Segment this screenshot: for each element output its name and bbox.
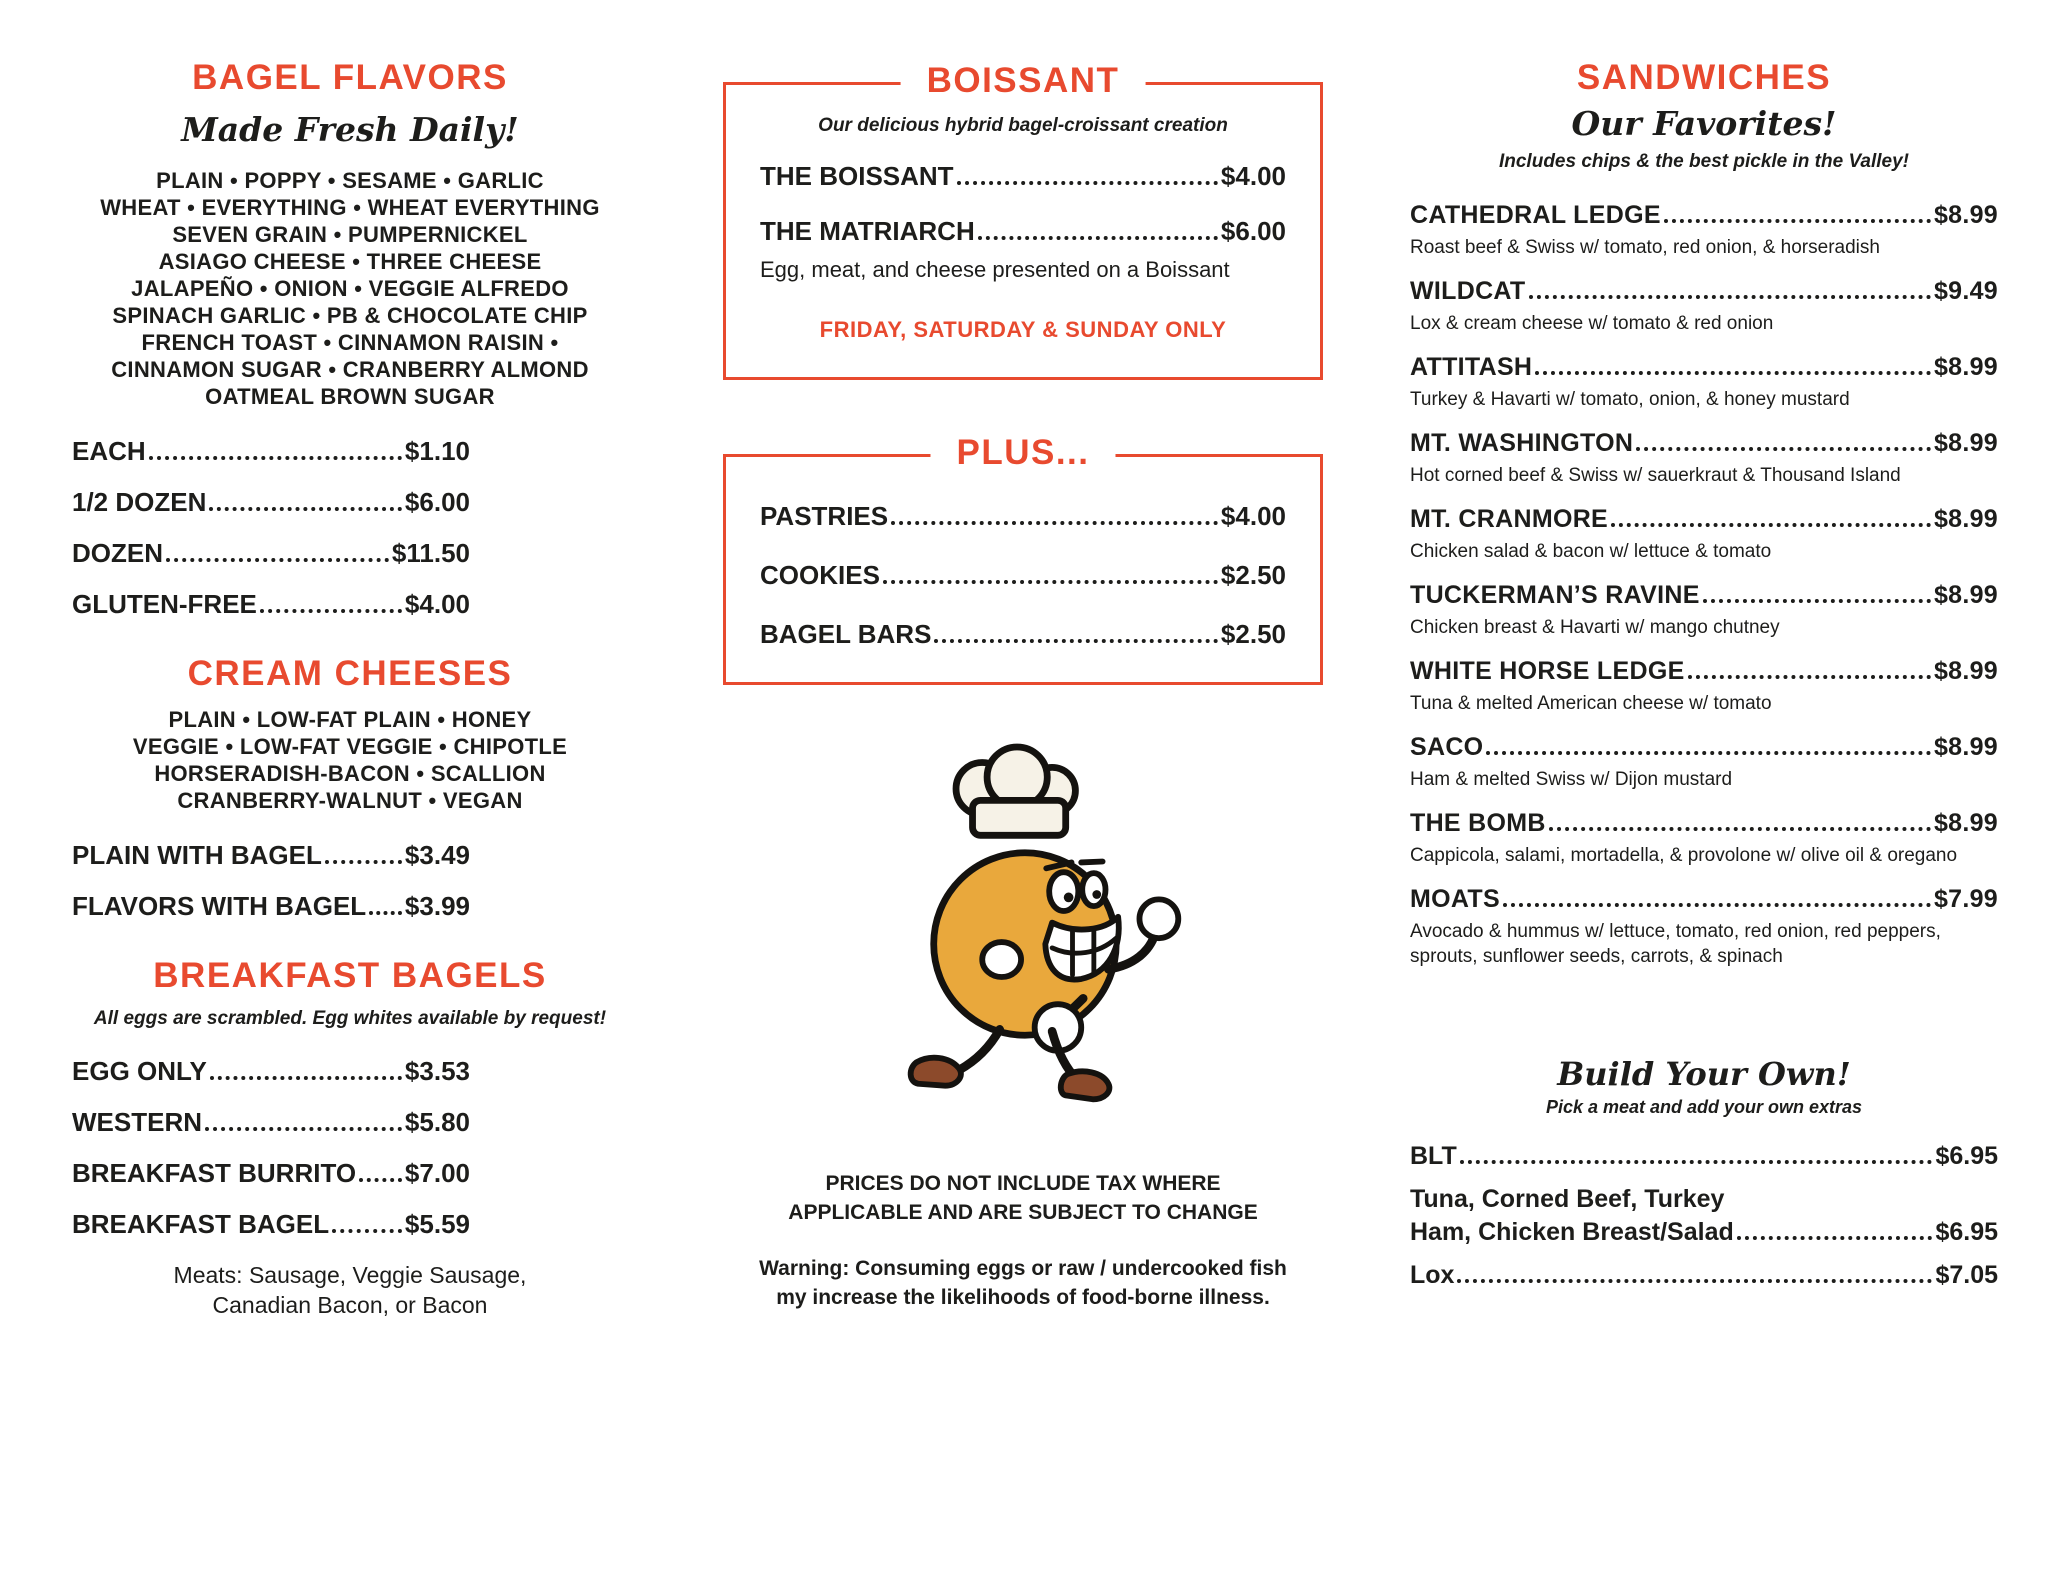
price-value: $7.00 [404,1158,470,1188]
price-row [1410,1261,1998,1290]
dotted-leader [205,1127,402,1131]
sandwiches-subtitle: Our Favorites! [1571,104,1837,143]
dotted-leader [1486,751,1931,755]
price-value: $6.95 [1935,1142,1998,1170]
sandwich-name-row [1410,657,1998,686]
boissant-box [723,61,1323,380]
boissant-subtitle: Our delicious hybrid bagel-croissant creation [818,115,1228,136]
sandwich-price: $8.99 [1933,505,1998,533]
bagel-flavors-title: BAGEL FLAVORS [192,58,508,97]
dotted-leader [891,521,1218,525]
flavor-line: OATMEAL BROWN SUGAR [205,384,495,409]
dotted-leader [166,558,389,562]
price-label: FLAVORS WITH BAGEL [72,891,367,921]
cream-cheese-prices [72,840,470,922]
flavor-line: HORSERADISH-BACON • SCALLION [154,761,546,786]
price-label: PLAIN WITH BAGEL [72,840,322,870]
sandwich-item [1410,809,1998,868]
sandwich-item [1410,429,1998,488]
sandwich-description: Hot corned beef & Swiss w/ sauerkraut & Thousand Island [1410,465,1901,486]
price-label: DOZEN [72,538,163,568]
sandwich-description: Roast beef & Swiss w/ tomato, red onion, & horseradish [1410,237,1880,258]
price-label: COOKIES [760,560,880,590]
flavor-line: SPINACH GARLIC • PB & CHOCOLATE CHIP [112,303,588,328]
dotted-leader [957,181,1218,185]
price-value: $3.53 [404,1056,470,1086]
matriarch-description: Egg, meat, and cheese presented on a Boissant [760,257,1230,282]
sandwich-name: CATHEDRAL LEDGE [1410,201,1661,229]
price-value: $4.00 [404,589,470,619]
sandwich-name-row [1410,277,1998,306]
sandwiches-note: Includes chips & the best pickle in the Valley! [1498,151,1910,172]
price-value: $4.00 [1220,501,1286,531]
sandwich-item [1410,581,1998,640]
dotted-leader [1549,827,1931,831]
dotted-leader [149,456,402,460]
sandwich-name: THE BOMB [1410,809,1546,837]
plus-title: PLUS... [930,433,1115,473]
price-label: WESTERN [72,1107,202,1137]
meats-note-line: Meats: Sausage, Veggie Sausage, [173,1262,527,1288]
price-value: $1.10 [404,436,470,466]
sandwich-item [1410,885,1998,969]
sandwich-name: WHITE HORSE LEDGE [1410,657,1685,685]
price-label: EGG ONLY [72,1056,207,1086]
price-value: $5.80 [404,1107,470,1137]
price-label: THE BOISSANT [760,161,954,191]
dotted-leader [1636,447,1931,451]
dotted-leader [883,580,1218,584]
dotted-leader [325,860,402,864]
price-label: BAGEL BARS [760,619,932,649]
price-value: $3.49 [404,840,470,870]
sandwich-description: Tuna & melted American cheese w/ tomato [1410,693,1772,714]
sandwich-name: ATTITASH [1410,353,1533,381]
sandwich-description: Turkey & Havarti w/ tomato, onion, & honey mustard [1410,389,1850,410]
price-value: $5.59 [404,1209,470,1239]
flavor-line: VEGGIE • LOW-FAT VEGGIE • CHIPOTLE [132,734,568,759]
dotted-leader [1703,599,1931,603]
middle-column [723,58,1323,1582]
price-row [760,560,1286,591]
sandwich-name-row [1410,201,1998,230]
price-row [72,891,470,922]
sandwich-description: Cappicola, salami, mortadella, & provolone w/ olive oil & oregano [1410,845,1958,866]
flavor-line: ASIAGO CHEESE • THREE CHEESE [158,249,542,274]
price-value: $2.50 [1220,619,1286,649]
sandwich-price: $8.99 [1933,657,1998,685]
price-row [760,161,1286,192]
price-row [72,1209,470,1240]
price-value: $6.95 [1935,1218,1998,1246]
price-row [72,487,470,518]
price-value: $4.00 [1220,161,1286,191]
price-value: $11.50 [391,538,470,568]
bagel-flavors-section [64,58,636,620]
sandwich-name: TUCKERMAN’S RAVINE [1410,581,1700,609]
cream-cheeses-title: CREAM CHEESES [187,654,513,693]
price-label: GLUTEN-FREE [72,589,257,619]
build-your-own-title: Build Your Own! [1557,1055,1851,1093]
flavor-line: FRENCH TOAST • CINNAMON RAISIN • [141,330,559,355]
price-label: THE MATRIARCH [760,216,975,246]
sandwich-price: $8.99 [1933,733,1998,761]
price-row [72,589,470,620]
sandwich-name: SACO [1410,733,1484,761]
breakfast-bagels-title: BREAKFAST BAGELS [153,956,547,995]
sandwich-name-row [1410,581,1998,610]
price-label: BREAKFAST BURRITO [72,1158,357,1188]
flavor-line: CINNAMON SUGAR • CRANBERRY ALMOND [111,357,589,382]
price-row [760,501,1286,532]
flavor-line: CRANBERRY-WALNUT • VEGAN [177,788,523,813]
bagel-flavor-list [64,167,636,410]
price-label: BREAKFAST BAGEL [72,1209,330,1239]
tax-note [723,1169,1323,1228]
flavor-line: JALAPEÑO • ONION • VEGGIE ALFREDO [131,276,569,301]
sandwich-name-row [1410,505,1998,534]
sandwich-name: MT. CRANMORE [1410,505,1609,533]
sandwich-item [1410,353,1998,412]
dotted-leader [1535,371,1931,375]
sandwich-item [1410,201,1998,260]
sandwich-item [1410,277,1998,336]
price-row [1410,1218,1998,1247]
sandwich-price: $8.99 [1933,201,1998,229]
sandwich-name: MOATS [1410,885,1500,913]
sandwich-price: $8.99 [1933,809,1998,837]
cream-cheese-list [64,706,636,814]
price-row [72,840,470,871]
price-row [72,436,470,467]
flavor-line: PLAIN • LOW-FAT PLAIN • HONEY [168,707,532,732]
right-column [1410,58,1998,1582]
price-row [72,1158,470,1189]
price-value: $6.00 [404,487,470,517]
sandwich-price: $9.49 [1933,277,1998,305]
sandwich-name-row [1410,353,1998,382]
price-row [760,216,1286,247]
flavor-line: WHEAT • EVERYTHING • WHEAT EVERYTHING [100,195,600,220]
dotted-leader [209,507,402,511]
price-label: BLT [1410,1142,1457,1170]
meats-note-line: Canadian Bacon, or Bacon [212,1292,488,1318]
cream-cheeses-section [64,654,636,922]
sandwich-name-row [1410,809,1998,838]
sandwich-item [1410,505,1998,564]
price-label: PASTRIES [760,501,889,531]
sandwich-name-row [1410,733,1998,762]
dotted-leader [1737,1236,1933,1240]
mascot-container [723,735,1323,1125]
dotted-leader [978,236,1218,240]
sandwich-description: Chicken salad & bacon w/ lettuce & tomato [1410,541,1772,562]
bagel-flavors-subtitle: Made Fresh Daily! [181,110,519,149]
dotted-leader [260,609,402,613]
price-row [72,1107,470,1138]
sandwich-item [1410,733,1998,792]
byo-multiline-item [1410,1185,1998,1247]
dotted-leader [359,1178,402,1182]
sandwich-name-row [1410,885,1998,914]
left-column [64,58,636,1582]
price-row [1410,1142,1998,1171]
dotted-leader [934,639,1217,643]
dotted-leader [1503,903,1931,907]
price-label: 1/2 DOZEN [72,487,207,517]
tax-note-line: APPLICABLE AND ARE SUBJECT TO CHANGE [788,1201,1258,1225]
price-value: $6.00 [1220,216,1286,246]
price-value: $3.99 [404,891,470,921]
sandwich-name: WILDCAT [1410,277,1526,305]
price-label: Lox [1410,1261,1455,1289]
sandwich-price: $7.99 [1933,885,1998,913]
flavor-line: SEVEN GRAIN • PUMPERNICKEL [172,222,528,247]
price-row [72,538,470,569]
build-your-own-note: Pick a meat and add your own extras [1545,1097,1863,1117]
sandwich-name: MT. WASHINGTON [1410,429,1634,457]
build-your-own-section [1410,1055,1998,1290]
dotted-leader [369,911,402,915]
food-warning-line: my increase the likelihoods of food-borne illness. [776,1286,1270,1310]
food-warning-line: Warning: Consuming eggs or raw / undercooked fish [759,1256,1287,1280]
sandwich-price: $8.99 [1933,353,1998,381]
breakfast-prices [72,1056,470,1240]
running-bagel-chef-mascot-illustration [858,735,1188,1120]
dotted-leader [1460,1160,1933,1164]
dotted-leader [210,1076,402,1080]
sandwich-price: $8.99 [1933,581,1998,609]
price-row [760,619,1286,650]
bagel-prices [72,436,470,620]
price-label: Ham, Chicken Breast/Salad [1410,1218,1734,1246]
sandwich-description: Avocado & hummus w/ lettuce, tomato, red onion, red peppers, sprouts, sunflower seeds, carrots, & spinach [1410,921,1941,967]
sandwiches-title: SANDWICHES [1576,58,1832,97]
sandwich-name-row [1410,429,1998,458]
breakfast-note: All eggs are scrambled. Egg whites available by request! [93,1008,607,1029]
sandwich-description: Chicken breast & Havarti w/ mango chutney [1410,617,1780,638]
dotted-leader [1664,219,1931,223]
sandwich-item [1410,657,1998,716]
breakfast-bagels-section [64,956,636,1320]
boissant-title: BOISSANT [901,61,1146,101]
dotted-leader [332,1229,402,1233]
sandwich-description: Lox & cream cheese w/ tomato & red onion [1410,313,1774,334]
availability-note: FRIDAY, SATURDAY & SUNDAY ONLY [819,317,1227,342]
sandwich-price: $8.99 [1933,429,1998,457]
sandwich-description: Ham & melted Swiss w/ Dijon mustard [1410,769,1733,790]
price-value: $2.50 [1220,560,1286,590]
plus-box [723,433,1323,685]
dotted-leader [1688,675,1931,679]
food-warning-note [723,1254,1323,1313]
dotted-leader [1457,1279,1932,1283]
flavor-line: PLAIN • POPPY • SESAME • GARLIC [156,168,544,193]
meats-note [64,1260,636,1320]
dotted-leader [1529,295,1931,299]
price-label: EACH [72,436,146,466]
price-label: Tuna, Corned Beef, Turkey [1410,1185,1725,1213]
price-value: $7.05 [1935,1261,1998,1289]
tax-note-line: PRICES DO NOT INCLUDE TAX WHERE [825,1172,1221,1195]
price-row [72,1056,470,1087]
dotted-leader [1611,523,1931,527]
